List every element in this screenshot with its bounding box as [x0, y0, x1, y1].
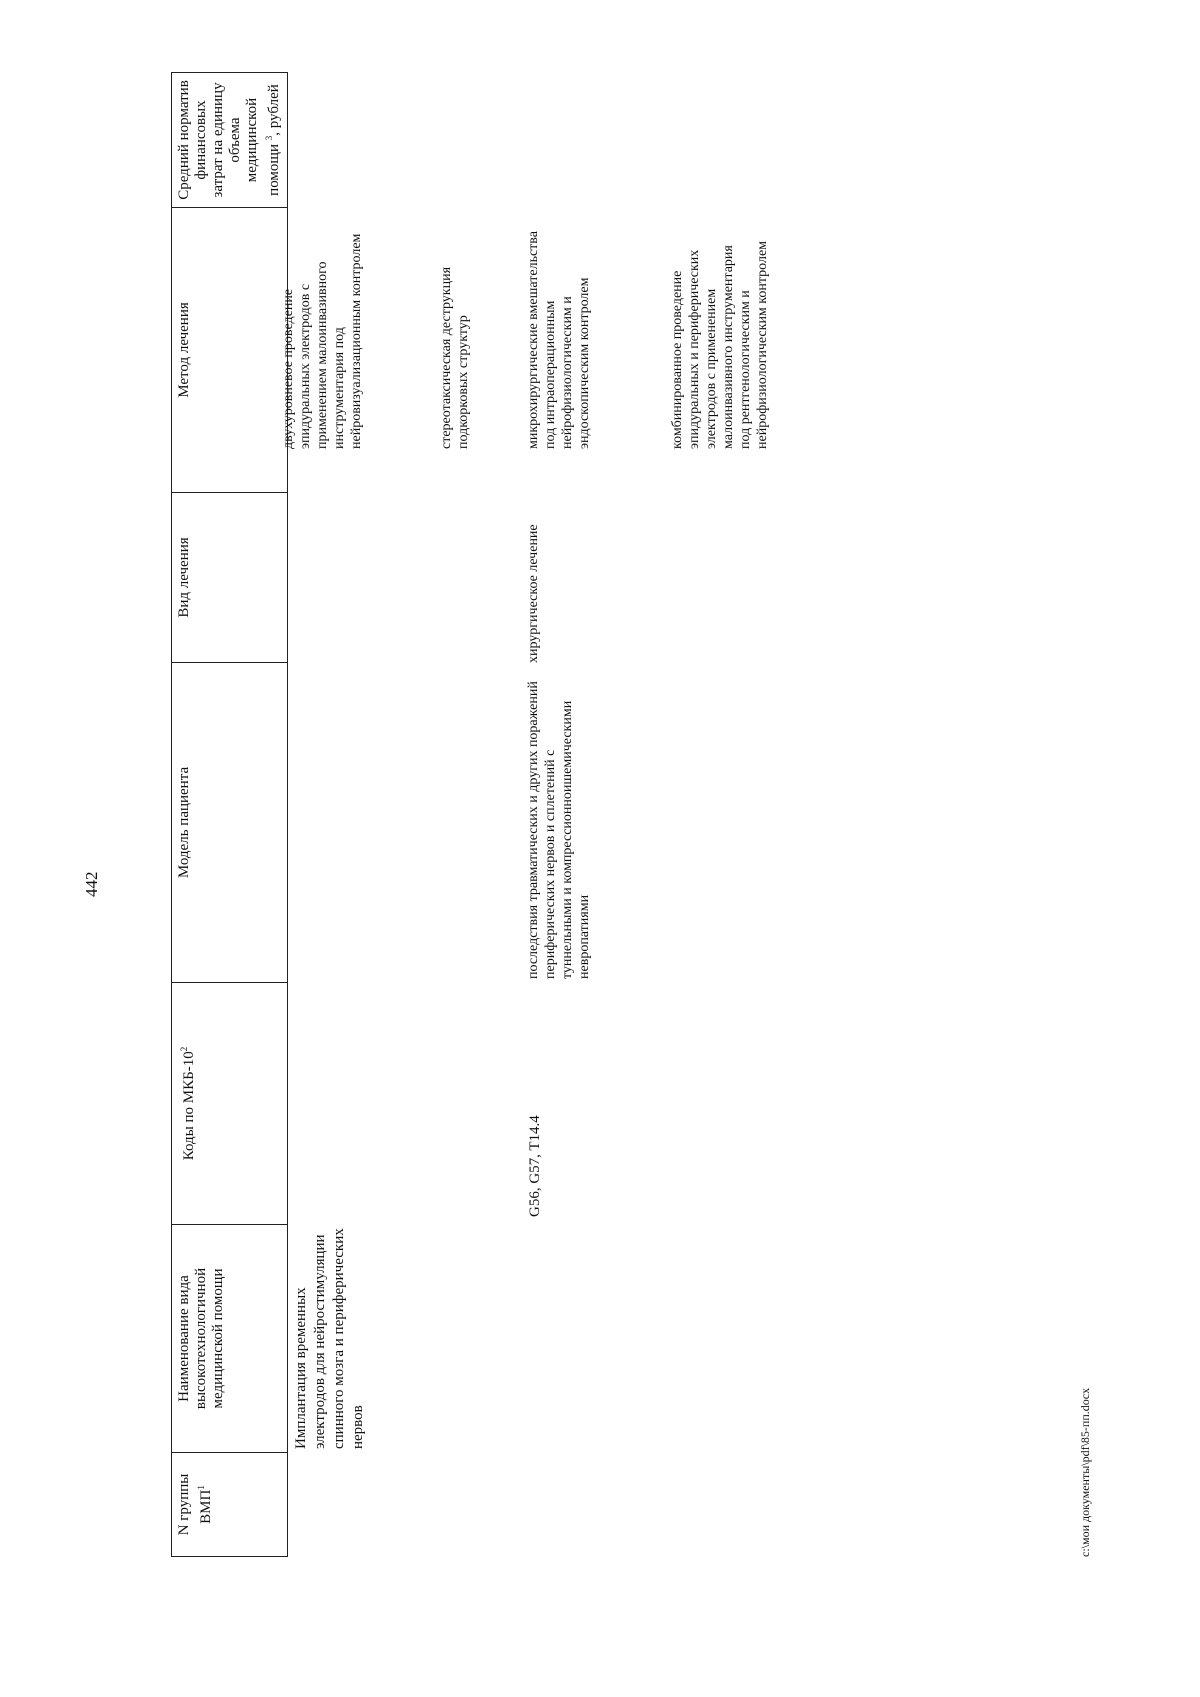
- header-row: [172, 73, 288, 1557]
- cell-model-row2: последствия травматических и других поражений периферических нервов и сплетений с туннельными и компрессионноишемическими невропатиями: [526, 681, 592, 979]
- cell-method-2: стереотаксическая деструкция подкорковых структур: [439, 266, 471, 449]
- header-type: Вид лечения: [172, 493, 288, 663]
- header-model: Модель пациента: [172, 663, 288, 983]
- header-norm: Средний норматив финансовых затрат на единицу объема медицинской помощи $^3$, рублей: [172, 73, 288, 208]
- cell-name-row1: Имплантация временных электродов для нейростимуляции спинного мозга и периферических нервов: [293, 1228, 366, 1449]
- cell-icd-row2: G56, G57, T14.4: [527, 1115, 543, 1217]
- header-name: Наименование вида высокотехнологичной медицинской помощи: [172, 1225, 288, 1453]
- cell-type-row2: хирургическое лечение: [526, 524, 541, 663]
- cell-method-1: двухуровневое проведение эпидуральных электродов с применением малоинвазивного инструментария под нейровизуализационным контролем: [281, 233, 364, 449]
- footer-file-path: c:\мои документы\pdf\85-пп.docx: [1078, 1387, 1092, 1557]
- header-method: Метод лечения: [172, 208, 288, 493]
- cell-method-3: микрохирургические вмешательства под интраоперационным нейрофизиологическим и эндоскопическим контролем: [526, 231, 592, 449]
- table-body: [283, 73, 1043, 1557]
- cell-method-4: комбинированное проведение эпидуральных и периферических электродов с применением малоинвазивного инструментария под рентгенологическим и нейрофизиологическим контролем: [670, 240, 770, 449]
- header-table: [171, 72, 288, 1557]
- header-icd: Коды по МКБ-$10^2$: [172, 983, 288, 1225]
- page-number: 442: [82, 871, 101, 897]
- header-group-no: N группы ВМП$^1$: [172, 1453, 288, 1557]
